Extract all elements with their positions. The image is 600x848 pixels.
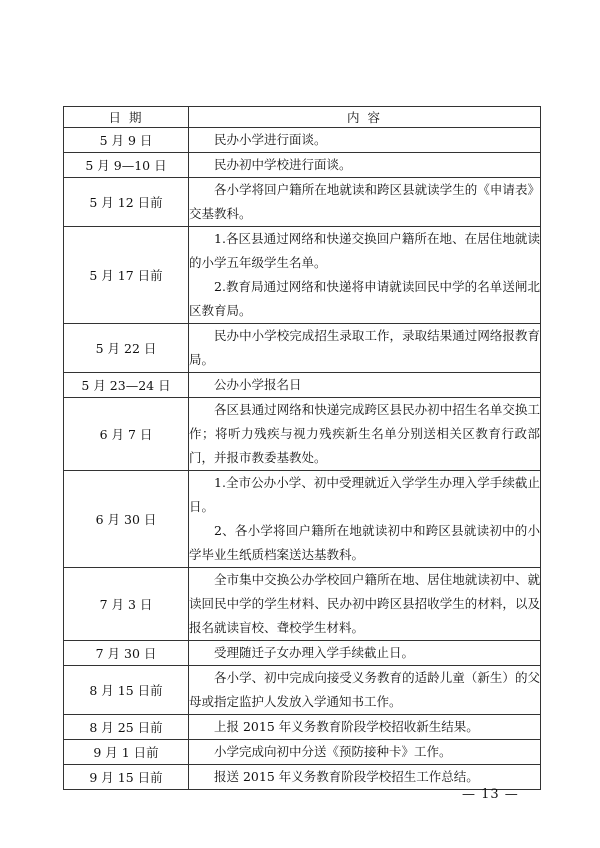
row-date: 5 月 9—10 日 (64, 153, 189, 178)
row-date: 5 月 9 日 (64, 128, 189, 153)
table-row (64, 471, 541, 568)
row-date: 5 月 17 日前 (64, 227, 189, 324)
row-date: 8 月 15 日前 (64, 666, 189, 715)
row-date: 6 月 30 日 (64, 471, 189, 568)
schedule-table (63, 106, 541, 790)
row-content (189, 641, 541, 666)
content-paragraph: 各小学、初中完成向接受义务教育的适龄儿童（新生）的父母或指定监护人发放入学通知书工作。 (189, 670, 540, 709)
table-row (64, 178, 541, 227)
table-row (64, 765, 541, 790)
table-row (64, 740, 541, 765)
content-paragraph: 公办小学报名日 (214, 377, 302, 392)
table-row (64, 373, 541, 398)
row-date: 9 月 1 日前 (64, 740, 189, 765)
row-date: 9 月 15 日前 (64, 765, 189, 790)
row-content (189, 227, 541, 324)
row-content (189, 740, 541, 765)
content-paragraph: 上报 2015 年义务教育阶段学校招收新生结果。 (214, 719, 479, 734)
content-paragraph: 2、各小学将回户籍所在地就读初中和跨区县就读初中的小学毕业生纸质档案送达基教科。 (189, 523, 540, 562)
table-row (64, 398, 541, 471)
content-paragraph: 小学完成向初中分送《预防接种卡》工作。 (214, 744, 452, 759)
row-content (189, 715, 541, 740)
content-paragraph: 民办中小学校完成招生录取工作，录取结果通过网络报教育局。 (189, 328, 540, 367)
content-paragraph: 民办小学进行面谈。 (214, 132, 327, 147)
row-date: 8 月 25 日前 (64, 715, 189, 740)
table-row (64, 641, 541, 666)
row-date: 7 月 30 日 (64, 641, 189, 666)
content-paragraph: 全市集中交换公办学校回户籍所在地、居住地就读初中、就读回民中学的学生材料、民办初中跨区县招收学生的材料，以及报名就读盲校、聋校学生材料。 (189, 572, 540, 635)
content-paragraph: 各区县通过网络和快递完成跨区县民办初中招生名单交换工作；将听力残疾与视力残疾新生名单分别送相关区教育行政部门，并报市教委基教处。 (189, 402, 540, 465)
row-date: 5 月 12 日前 (64, 178, 189, 227)
row-date: 6 月 7 日 (64, 398, 189, 471)
row-content (189, 153, 541, 178)
row-date: 7 月 3 日 (64, 568, 189, 641)
row-content (189, 178, 541, 227)
row-content (189, 398, 541, 471)
content-paragraph: 1.各区县通过网络和快递交换回户籍所在地、在居住地就读的小学五年级学生名单。 (189, 231, 540, 270)
table-row (64, 324, 541, 373)
table-row (64, 153, 541, 178)
table-row (64, 128, 541, 153)
row-content (189, 324, 541, 373)
content-paragraph: 2.教育局通过网络和快递将申请就读回民中学的名单送闸北区教育局。 (189, 279, 540, 318)
table-row (64, 715, 541, 740)
content-paragraph: 民办初中学校进行面谈。 (214, 157, 352, 172)
row-content (189, 765, 541, 790)
row-content (189, 128, 541, 153)
content-paragraph: 各小学将回户籍所在地就读和跨区县就读学生的《申请表》交基教科。 (189, 182, 540, 221)
row-content (189, 666, 541, 715)
content-paragraph: 受理随迁子女办理入学手续截止日。 (214, 645, 415, 660)
row-date: 5 月 22 日 (64, 324, 189, 373)
row-content (189, 373, 541, 398)
content-paragraph: 1.全市公办小学、初中受理就近入学学生办理入学手续截止日。 (189, 475, 540, 514)
page-number: — 13 — (462, 787, 519, 802)
table-header-row (64, 107, 541, 128)
content-paragraph: 报送 2015 年义务教育阶段学校招生工作总结。 (214, 769, 479, 784)
table-row (64, 666, 541, 715)
table-body (64, 128, 541, 790)
row-content (189, 471, 541, 568)
header-content: 内 容 (189, 107, 541, 128)
row-date: 5 月 23—24 日 (64, 373, 189, 398)
table-row (64, 568, 541, 641)
header-date: 日 期 (64, 107, 189, 128)
table-row (64, 227, 541, 324)
row-content (189, 568, 541, 641)
